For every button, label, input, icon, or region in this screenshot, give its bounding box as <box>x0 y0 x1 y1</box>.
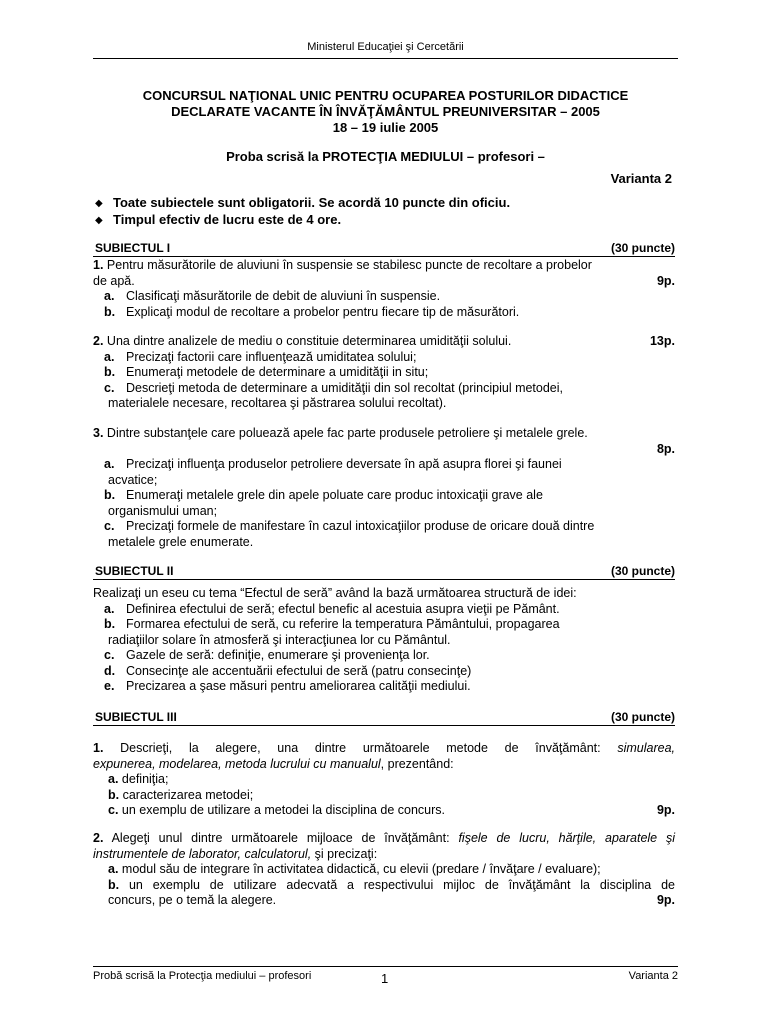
essay-intro: Realizaţi un eseu cu tema “Efectul de seră” având la bază următoarea structură de idei: <box>93 586 577 600</box>
section-points: (30 puncte) <box>610 710 675 724</box>
s1-question-1 <box>93 258 675 320</box>
section-header-3 <box>93 710 675 726</box>
item-label: e. <box>104 679 115 693</box>
question-points: 9p. <box>656 803 675 817</box>
question-italic: simularea, <box>617 741 675 755</box>
rule-text: Timpul efectiv de lucru este de 4 ore. <box>113 212 342 227</box>
item-label: a. <box>108 862 119 876</box>
footer-exam-name: Probă scrisă la Protecţia mediului – profesori <box>93 970 312 982</box>
item-text: Enumeraţi metodele de determinare a umidităţii in situ; <box>126 365 429 379</box>
section-points: (30 puncte) <box>610 564 675 578</box>
question-italic: fişele de lucru, hărţile, aparatele şi <box>458 831 676 845</box>
item-text-cont: concurs, pe o temă la alegere. <box>108 893 277 907</box>
item-text: Precizaţi influenţa produselor petroliere deversate în apă asupra florei şi faunei <box>126 457 562 471</box>
question-italic: expunerea, modelarea, metoda lucrului cu manualul <box>93 756 381 771</box>
item-text-cont: radiaţiilor solare în atmosferă şi interacţiunea lor cu Pământul. <box>108 632 451 647</box>
question-text: Descrieţi, la alegere, una dintre următoarele metode de învăţământ: <box>103 741 618 755</box>
section-header-2 <box>93 564 675 580</box>
item-text: definiţia; <box>121 772 169 786</box>
s2-essay <box>93 586 675 695</box>
contest-title-line-1: CONCURSUL NAŢIONAL UNIC PENTRU OCUPAREA POSTURILOR DIDACTICE <box>142 88 629 103</box>
question-number: 2. <box>93 831 104 845</box>
item-text: Definirea efectului de seră; efectul benefic al acestuia asupra vieţii pe Pământ. <box>126 601 560 616</box>
question-number: 2. <box>93 334 104 348</box>
item-text: Clasificaţi măsurătorile de debit de aluviuni în suspensie. <box>126 289 441 303</box>
diamond-bullet-icon: ◆ <box>95 198 103 209</box>
question-text: Una dintre analizele de mediu o constituie determinarea umidităţii solului. <box>103 334 512 348</box>
ministry-header: Ministerul Educaţiei şi Cercetării <box>93 36 678 59</box>
item-label: a. <box>108 772 119 786</box>
question-number: 1. <box>93 741 104 755</box>
question-text-cont: şi precizaţi: <box>311 846 378 861</box>
item-text: Precizaţi factorii care influenţează umiditatea solului; <box>126 349 417 364</box>
question-points: 9p. <box>656 273 675 288</box>
question-text-cont: de apă. <box>93 273 135 288</box>
question-points: 13p. <box>649 334 675 348</box>
item-label: b. <box>104 488 116 502</box>
rule-item-2 <box>95 211 341 229</box>
s1-question-3 <box>93 426 675 550</box>
item-text: Precizaţi formele de manifestare în cazul intoxicaţiilor produse de oricare două dintre <box>126 519 595 533</box>
item-label: a. <box>104 349 115 364</box>
variant-label: Varianta 2 <box>610 171 672 186</box>
item-text: un exemplu de utilizare a metodei la disciplina de concurs. <box>121 803 446 817</box>
rule-item-1 <box>95 194 510 212</box>
item-text-cont: organismului uman; <box>108 503 218 518</box>
question-text: Alegeţi unul dintre următoarele mijloace de învăţământ: <box>103 831 459 845</box>
item-text: un exemplu de utilizare adecvată a respectivului mijloc de învăţământ la disciplina de <box>128 877 675 892</box>
question-italic: instrumentele de laborator, calculatorul, <box>93 846 312 861</box>
section-title: SUBIECTUL III <box>95 710 177 724</box>
contest-title-line-2: DECLARATE VACANTE ÎN ÎNVĂŢĂMÂNTUL PREUNIVERSITAR – 2005 <box>171 104 600 119</box>
section-points: (30 puncte) <box>610 241 675 255</box>
item-label: c. <box>104 648 115 662</box>
page-number: 1 <box>381 971 389 986</box>
s1-question-2 <box>93 334 675 412</box>
item-text: Precizarea a şase măsuri pentru ameliorarea calităţii mediului. <box>126 679 471 693</box>
question-text-cont: , prezentând: <box>380 756 454 771</box>
question-text: Dintre substanţele care poluează apele fac parte produsele petroliere şi metalele grele. <box>103 426 588 440</box>
item-label: b. <box>104 304 116 319</box>
item-text: Descrieţi metoda de determinare a umidităţii din sol recoltat (principiul metodei, <box>126 380 564 395</box>
item-text: Explicaţi modul de recoltare a probelor pentru fiecare tip de măsurători. <box>126 304 520 319</box>
item-text: modul său de integrare în activitatea didactică, cu elevii (predare / învăţare / evaluare); <box>121 862 601 876</box>
item-label: a. <box>104 601 115 616</box>
item-text: Consecinţe ale accentuării efectului de seră (patru consecinţe) <box>126 663 472 678</box>
item-label: b. <box>108 877 120 892</box>
item-text-cont: acvatice; <box>108 472 158 487</box>
question-number: 1. <box>93 258 104 272</box>
item-label: b. <box>104 365 116 379</box>
section-title: SUBIECTUL II <box>95 564 174 578</box>
item-text: caracterizarea metodei; <box>122 787 254 802</box>
page-footer <box>93 966 678 987</box>
question-points: 9p. <box>656 893 675 907</box>
exam-title: Proba scrisă la PROTECŢIA MEDIULUI – profesori – <box>226 149 545 164</box>
question-number: 3. <box>93 426 104 440</box>
item-label: c. <box>104 380 115 395</box>
question-points: 8p. <box>656 441 675 456</box>
s3-question-2 <box>93 831 675 909</box>
item-label: b. <box>104 617 116 631</box>
item-text: Formarea efectului de seră, cu referire la temperatura Pământului, propagarea <box>126 617 560 631</box>
contest-date: 18 – 19 iulie 2005 <box>332 120 439 135</box>
item-label: a. <box>104 289 115 303</box>
item-text-cont: metalele grele enumerate. <box>108 534 254 549</box>
rule-text: Toate subiectele sunt obligatorii. Se acordă 10 puncte din oficiu. <box>113 195 511 210</box>
diamond-bullet-icon: ◆ <box>95 215 103 226</box>
section-title: SUBIECTUL I <box>95 241 171 255</box>
s3-question-1 <box>93 741 675 819</box>
item-label: d. <box>104 663 116 678</box>
item-text-cont: materialele necesare, recoltarea şi păstrarea solului recoltat). <box>108 396 447 410</box>
section-header-1 <box>93 241 675 257</box>
item-text: Gazele de seră: definiţie, enumerare şi provenienţa lor. <box>126 648 430 662</box>
item-label: c. <box>104 519 115 533</box>
item-text: Enumeraţi metalele grele din apele poluate care produc intoxicaţii grave ale <box>126 488 543 502</box>
item-label: c. <box>108 803 119 817</box>
item-label: a. <box>104 457 115 471</box>
item-label: b. <box>108 787 120 802</box>
footer-variant: Varianta 2 <box>628 970 678 982</box>
question-text: Pentru măsurătorile de aluviuni în suspensie se stabilesc puncte de recoltare a probelor <box>103 258 592 272</box>
